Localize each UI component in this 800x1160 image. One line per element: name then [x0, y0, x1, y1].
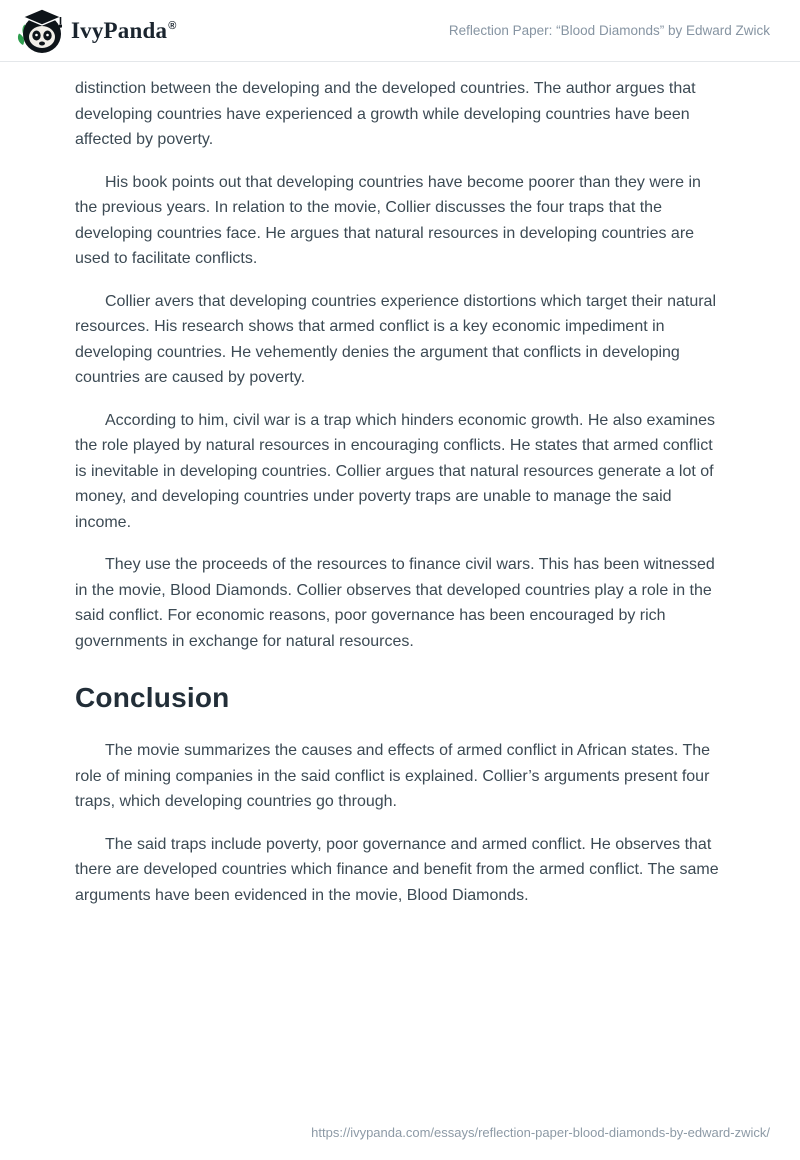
paragraph: The said traps include poverty, poor governance and armed conflict. He observes that there are developed countries which finance and benefit from the armed conflict. The same arguments have been evidenced in the movie, Blood Diamonds. [75, 835, 719, 904]
source-url[interactable]: https://ivypanda.com/essays/reflection-paper-blood-diamonds-by-edward-zwick/ [311, 1125, 770, 1140]
document-title: Reflection Paper: “Blood Diamonds” by Edward Zwick [448, 23, 770, 38]
ivypanda-logo[interactable] [16, 6, 177, 56]
paragraph: Collier avers that developing countries experience distortions which target their natural resources. His research shows that armed conflict is a key economic impediment in developing countries. He vehemently denies the argument that conflicts in developing countries are caused by poverty. [75, 292, 716, 386]
registered-mark: ® [168, 19, 177, 32]
page-footer [0, 1124, 800, 1160]
paragraph: According to him, civil war is a trap which hinders economic growth. He also examines the role played by natural resources in encouraging conflicts. He states that armed conflict is inevitable in developing countries. Collier argues that natural resources generate a lot of money, and developing countries under poverty traps are unable to manage the said income. [75, 411, 716, 531]
essay-body [0, 62, 800, 1124]
paragraph: His book points out that developing countries have become poorer than they were in the previous years. In relation to the movie, Collier discusses the four traps that the developing countries face. He argues that natural resources in developing countries are used to facilitate conflicts. [75, 173, 701, 267]
panda-graduate-icon [16, 6, 62, 56]
brand-name [71, 18, 177, 44]
brand-text: IvyPanda [71, 17, 168, 43]
paragraph: distinction between the developing and the developed countries. The author argues that developing countries have experienced a growth while developing countries have been affected by poverty. [75, 80, 696, 148]
paragraph: The movie summarizes the causes and effects of armed conflict in African states. The role of mining companies in the said conflict is explained. Collier’s arguments present four traps, which developing countries go through. [75, 742, 711, 810]
page-header [0, 0, 800, 62]
paragraph: They use the proceeds of the resources to finance civil wars. This has been witnessed in the movie, Blood Diamonds. Collier observes that developed countries play a role in the said conflict. For economic reasons, poor governance has been encouraged by rich governments in exchange for natural resources. [75, 556, 715, 650]
conclusion-heading: Conclusion [75, 682, 230, 713]
